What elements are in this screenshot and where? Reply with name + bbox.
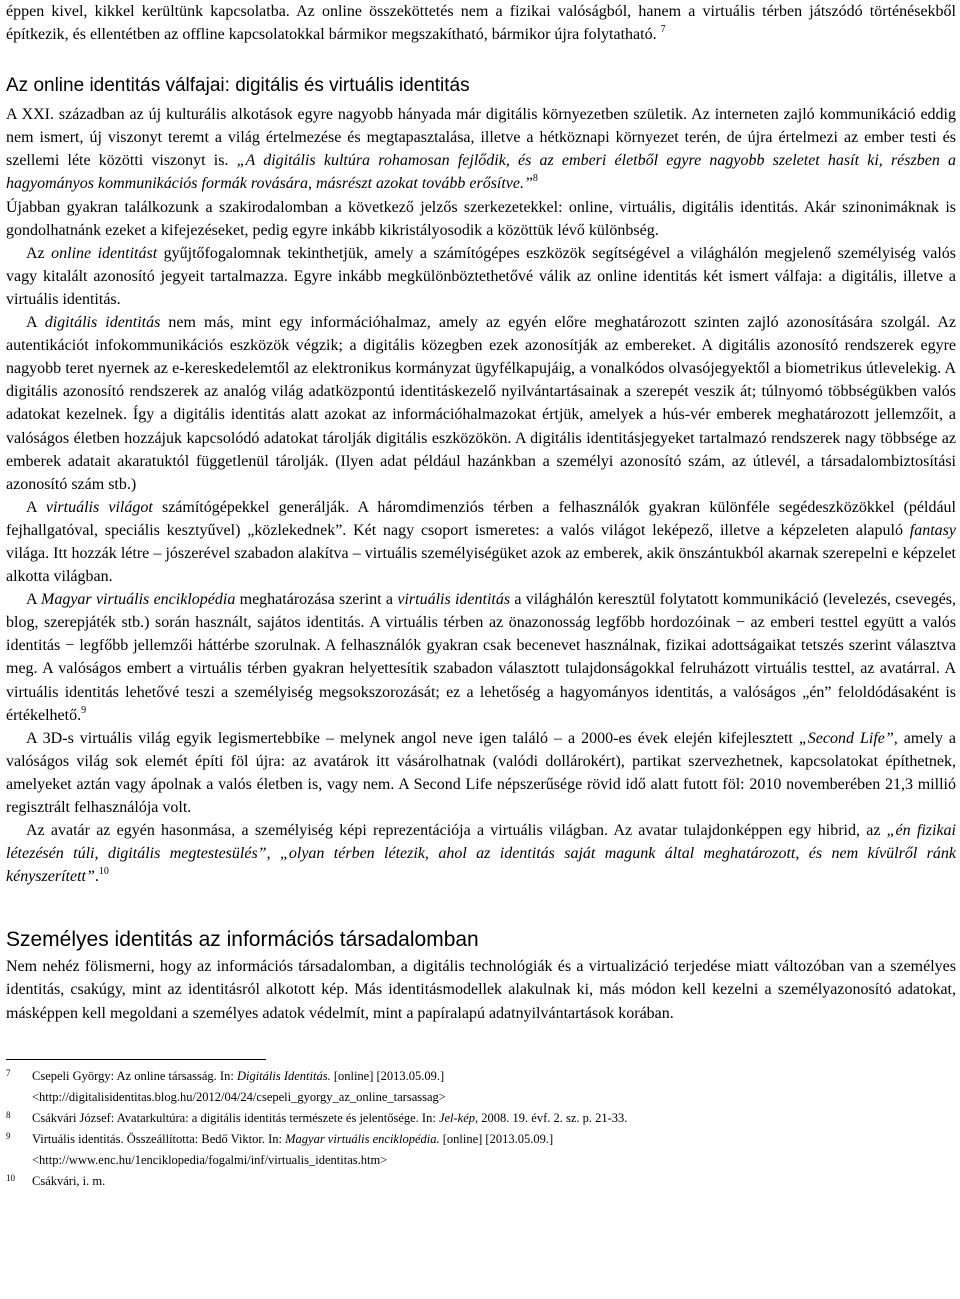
paragraph-text: gyűjtőfogalomnak tekinthetjük, amely a számítógépes eszközök segítségével a világhálón megjelenő személyiség valós vagy kitalált azonosító jegyeit tartalmazza. Egyre inkább megkülönböztethetővé válik az online identitás két ismert válfaja: a digitális, illetve a virtuális identitás. (6, 244, 957, 308)
quote-text: „én fizikai létezésén túli, digitális megtestesülés” (6, 822, 956, 863)
footnote-ref-9[interactable]: 9 (81, 704, 87, 716)
paragraph-text: A (26, 498, 46, 516)
paragraph-text: A 3D-s virtuális világ egyik legismertebbike – melynek angol neve igen találó – a 2000-es évek elején kifejlesztett (26, 729, 799, 747)
footnote-9 (6, 1129, 956, 1171)
paragraph-digital-identity (6, 311, 956, 496)
footnote-separator (6, 1059, 266, 1060)
footnote-source-title: Jel-kép (438, 1110, 476, 1125)
emphasis-term: fantasy (909, 521, 956, 539)
quote-text: „olyan térben létezik, ahol az identitás saját magunk által meghatározott, és nem kívülről ránk kényszerített” (6, 845, 956, 886)
paragraph-information-society: Nem nehéz fölismerni, hogy az információs társadalomban, a digitális technológiák és a virtualizáció terjedése miatt változóban van a személyes identitás, csakúgy, mint az identitásról alkotott kép. Más identitásmodellek alakulnak ki, más módon kell kezelni a személyazonosító adatokat, másképpen kell megoldani a személyes adatok védelmít, mint a papíralapú adatnyilvántartások korában. (6, 958, 956, 1022)
footnote-ref-8[interactable]: 8 (532, 173, 538, 185)
footnote-number: 7 (6, 1067, 11, 1078)
emphasis-term: digitális identitás (44, 314, 161, 332)
footnote-text: [online] [2013.05.09.] (439, 1131, 554, 1146)
footnote-text: Csákvári, i. m. (32, 1173, 106, 1188)
footnote-text: , 2008. 19. évf. 2. sz. p. 21-33. (475, 1110, 628, 1125)
paragraph-virtual-world (6, 496, 956, 588)
emphasis-term: virtuális világot (45, 498, 153, 516)
section-heading-online-identity: Az online identitás válfajai: digitális és virtuális identitás (6, 75, 470, 97)
paragraph-online-identity (6, 242, 956, 311)
intro-paragraph (6, 0, 956, 46)
paragraph-text: világa. Itt hozzák létre – jószerével szabadon alakítva – virtuális személyiségüket azok az emberek, akik önszántukból akarnak szerepelni e képzelet alkotta világban. (6, 544, 956, 586)
section-heading-personal-identity: Személyes identitás az információs társadalomban (6, 928, 479, 952)
emphasis-term: online identitást (51, 244, 158, 262)
footnote-text: Csákvári József: Avatarkultúra: a digitális identitás természete és jelentősége. In: (32, 1110, 439, 1125)
paragraph-text: számítógépekkel generálják. A háromdimenziós térben a felhasználók gyakran különféle segédeszközökkel (például fejhallgatóval, speciális kesztyűvel) „közlekednek”. Két nagy csoport ismeretes: a valós világot leképező, illetve a képzeleten alapuló (6, 498, 957, 539)
footnote-number: 9 (6, 1130, 11, 1141)
paragraph-text: amely a valóságos világ sok elemét építi föl újra: az avatárok itt vásárolhatnak (valódi dollárokért), partikat szervezhetnek, kapcsolatokat építhetnek, amelyeket aztán vagy ápolnak a valós életben is, vagy nem. A Second Life népszerűsége rövid idő alatt futott föl: 2010 novemberében 21,3 millió regisztrált felhasználója volt. (6, 729, 956, 816)
footnote-source-title: Digitális Identitás. (236, 1068, 331, 1083)
paragraph-digital-culture (6, 103, 956, 195)
emphasis-term: „Second Life”, (798, 729, 898, 747)
paragraph-text: , (266, 845, 280, 863)
footnote-text: Csepeli György: Az online társasság. In: (32, 1068, 237, 1083)
footnote-number: 10 (6, 1172, 15, 1183)
footnote-url[interactable]: <http://www.enc.hu/1enciklopedia/fogalmi/inf/virtualis_identitas.htm> (32, 1152, 388, 1167)
footnote-text: Virtuális identitás. Összeállította: Bedő Viktor. In: (32, 1131, 286, 1146)
emphasis-term: Magyar virtuális enciklopédia (40, 591, 236, 609)
paragraph-text: A (26, 314, 45, 332)
paragraph-second-life (6, 727, 956, 819)
paragraph-text: nem más, mint egy információhalmaz, amely az egyén előre meghatározott szinten zajló azonosítására szolgál. Az autentikációt infokommunikációs eszközök végzik; a digitális közegben ezek azonosítják az embereket. A digitális azonosító rendszerek egyre nagyobb teret nyernek az e-kereskedelemtől az elektronikus kormányzat ügyfélkapujáig, a vonalkódos olvasójegyektől a biometrikus útlevelekig. A digitális azonosító rendszerek az analóg világ adatközpontú identitáskezelő nyilvántartásainak a szerepét veszik át; túlnyomó többségükben valós adatokat kezelnek. Így a digitális identitás alatt azokat az információhalmazokat értjük, amelyek a hús-vér emberek meghatározott jellemzőit, a valóságos életben hozzájuk kapcsolódó adatokat tárolják digitális eszközökön. A digitális identitásjegyeket tartalmazó rendszerek nagy többsége az emberek adatait akaratuktól függetlenül tárolják. (Ilyen adat például hazánkban a személyi azonosító szám, az útlevél, a társadalombiztosítási azonosító szám stb.) (6, 314, 957, 493)
paragraph-text: A (26, 591, 41, 609)
paragraph-avatar (6, 819, 956, 888)
footnote-ref-7[interactable]: 7 (660, 24, 666, 36)
footnote-10 (6, 1171, 956, 1192)
quote-text: „A digitális kultúra rohamosan fejlődik, és az emberi életből egyre nagyobb szeletet hasít ki, részben a hagyományos kommunikációs formák rovására, másrészt azokat tovább erősítve.” (6, 152, 957, 193)
document-page (6, 0, 956, 1192)
paragraph-terms: Újabban gyakran találkozunk a szakirodalomban a következő jelzős szerkezetekkel: online, virtuális, digitális identitás. Akár szinonimáknak is gondolhatnánk ezeket a kifejezéseket, pedig egyre inkább kikristályosodik a közöttük lévő különbség. (6, 198, 956, 239)
emphasis-term: virtuális identitás (397, 591, 511, 609)
footnote-ref-10[interactable]: 10 (98, 866, 109, 878)
paragraph-text: a világhálón keresztül folytatott kommunikáció (levelezés, csevegés, blog, szerepjáték stb.) során használt, sajátos identitás. A virtuális térben az önazonosság legfőbb hordozóinak − az emberi testtel együtt a valós identitás − legfőbb jellemzői háttérbe szorulnak. A felhasználók gyakran csak becenevet használnak, fizikai adottságaikat tetszés szerint választva meg. A valóságos embert a virtuális térben gyakran helyettesítik szabadon választott tulajdonságokkal felruházott virtuális testtel, az avatárral. A virtuális identitás lehetővé teszi a személyiség megsokszorozását; ez a lehetőség a hagyományos identitás, a valóságos „én” feloldódásaként is értékelhető. (6, 591, 957, 724)
paragraph-virtual-identity (6, 588, 956, 727)
paragraph-text: . (94, 868, 99, 886)
footnote-8 (6, 1108, 956, 1129)
footnote-source-title: Magyar virtuális enciklopédia. (285, 1131, 440, 1146)
paragraph-text: Az avatár az egyén hasonmása, a személyiség képi reprezentációja a virtuális világban. Az avatar tulajdonképpen egy hibrid, az (26, 822, 887, 840)
intro-text: éppen kivel, kikkel kerültünk kapcsolatba. Az online összeköttetés nem a fizikai valóságból, hanem a virtuális térben játszódó történésekből építkezik, és ellentétben az offline kapcsolatokkal bármikor megszakítható, bármikor újra folytatható. (6, 3, 956, 44)
footnote-text: [online] [2013.05.09.] (330, 1068, 445, 1083)
footnote-number: 8 (6, 1109, 11, 1120)
footnote-url[interactable]: <http://digitalisidentitas.blog.hu/2012/04/24/csepeli_gyorgy_az_online_tarsassag> (32, 1089, 446, 1104)
paragraph-text: Az (26, 244, 52, 262)
paragraph-text: A XXI. században az új kulturális alkotások egyre nagyobb hányada már digitális környezetben születik. Az interneten zajló kommunikáció eddig nem ismert, új viszonyt teremt a világ értelmezése és megtapasztalása, illetve a hétköznapi környezet terén, de újra értelmezi az ember testi és szellemi léte közötti viszonyt is. (6, 106, 956, 170)
paragraph-text: meghatározása szerint a (235, 591, 398, 609)
footnote-7 (6, 1066, 956, 1108)
